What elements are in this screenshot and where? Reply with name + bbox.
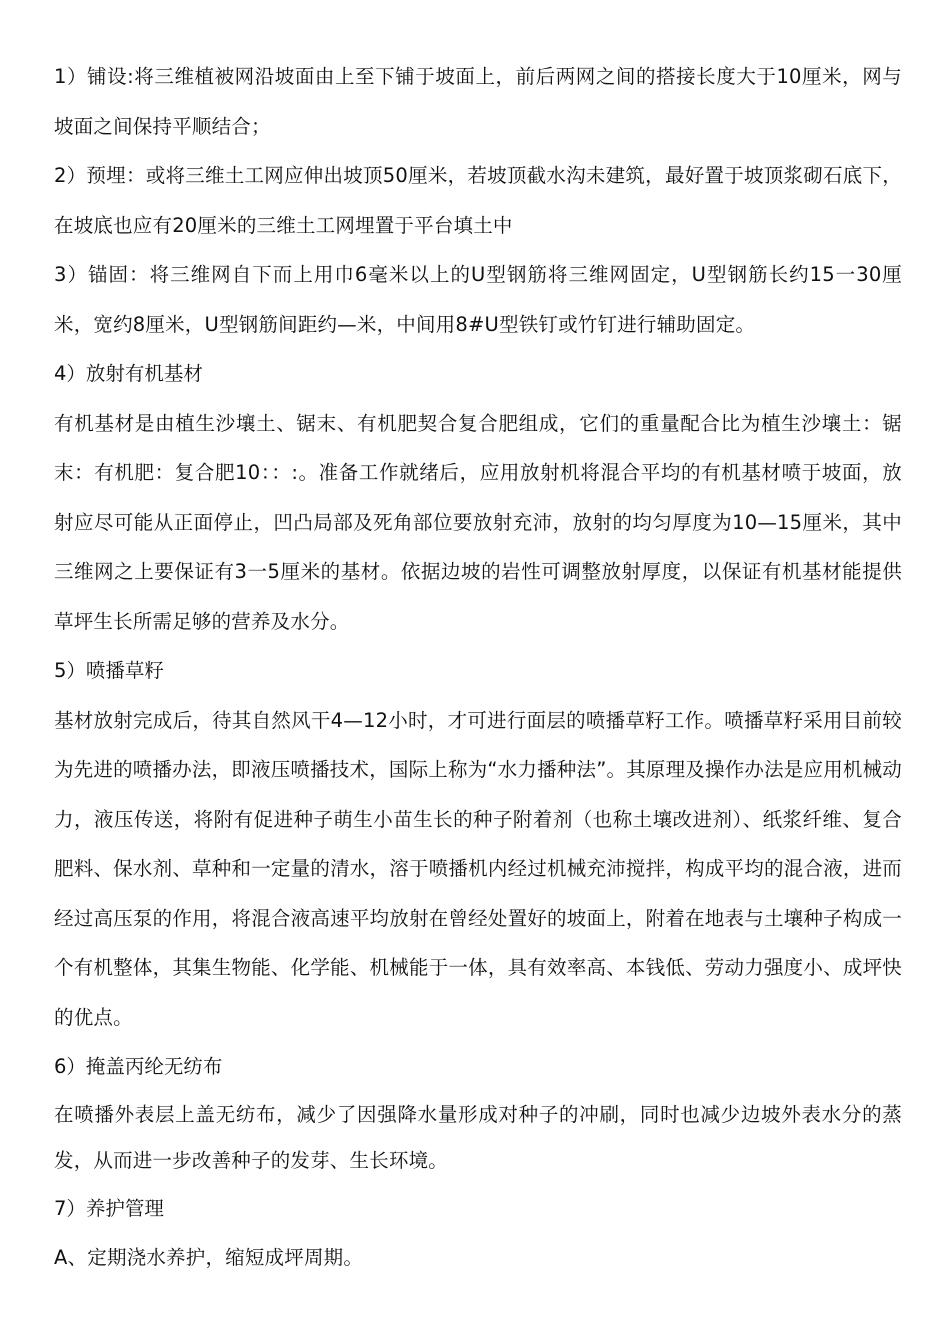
- paragraph-maintenance-a: A、定期浇水养护，缩短成坪周期。: [54, 1246, 364, 1269]
- paragraph-laying: 1）铺设:将三维植被网沿坡面由上至下铺于坡面上，前后两网之间的搭接长度大于10厘米，网与坡面之间保持平顺结合；: [54, 65, 902, 138]
- document-body: [54, 52, 902, 1283]
- paragraph-organic-substrate: 有机基材是由植生沙壤土、锯末、有机肥契合复合肥组成，它们的重量配合比为植生沙壤土：锯末：有机肥：复合肥10：：:。准备工作就绪后，应用放射机将混合平均的有机基材喷于坡面，放射应尽可能从正面停止，凹凸局部及死角部位要放射充沛，放射的均匀厚度为10—15厘米，其中三维网之上要保证有3一5厘米的基材。依据边坡的岩性可调整放射厚度，以保证有机基材能提供草坪生长所需足够的营养及水分。: [54, 411, 902, 633]
- heading-cover-nonwoven: 6）掩盖丙纶无纺布: [54, 1055, 223, 1078]
- paragraph-grass-seed: 基材放射完成后，待其自然风干4—12小时，才可进行面层的喷播草籽工作。喷播草籽采用目前较为先进的喷播办法，即液压喷播技术，国际上称为“水力播种法”。其原理及操作办法是应用机械动力，液压传送，将附有促进种子萌生小苗生长的种子附着剂（也称土壤改进剂）、纸浆纤维、复合肥料、保水剂、草种和一定量的清水，溶于喷播机内经过机械充沛搅拌，构成平均的混合液，进而经过高压泵的作用，将混合液高速平均放射在曾经处置好的坡面上，附着在地表与土壤种子构成一个有机整体，其集生物能、化学能、机械能于一体，具有效率高、本钱低、劳动力强度小、成坪快的优点。: [54, 708, 903, 1029]
- paragraph-embedding: 2）预埋：或将三维土工网应伸出坡顶50厘米，若坡顶截水沟未建筑，最好置于坡顶浆砌石底下，在坡底也应有20厘米的三维土工网埋置于平台填土中: [54, 164, 902, 237]
- paragraph-anchoring: 3）锚固：将三维网自下而上用巾6毫米以上的U型钢筋将三维网固定，U型钢筋长约15一30厘米，宽约8厘米，U型钢筋间距约—米，中间用8#U型铁钉或竹钉进行辅助固定。: [54, 263, 902, 336]
- heading-spray-organic-substrate: 4）放射有机基材: [54, 362, 203, 385]
- heading-spray-grass-seed: 5）喷播草籽: [54, 659, 164, 682]
- paragraph-cover-nonwoven: 在喷播外表层上盖无纺布，减少了因强降水量形成对种子的冲刷，同时也减少边坡外表水分的蒸发，从而进一步改善种子的发芽、生长环境。: [54, 1102, 902, 1172]
- heading-maintenance: 7）养护管理: [54, 1196, 164, 1220]
